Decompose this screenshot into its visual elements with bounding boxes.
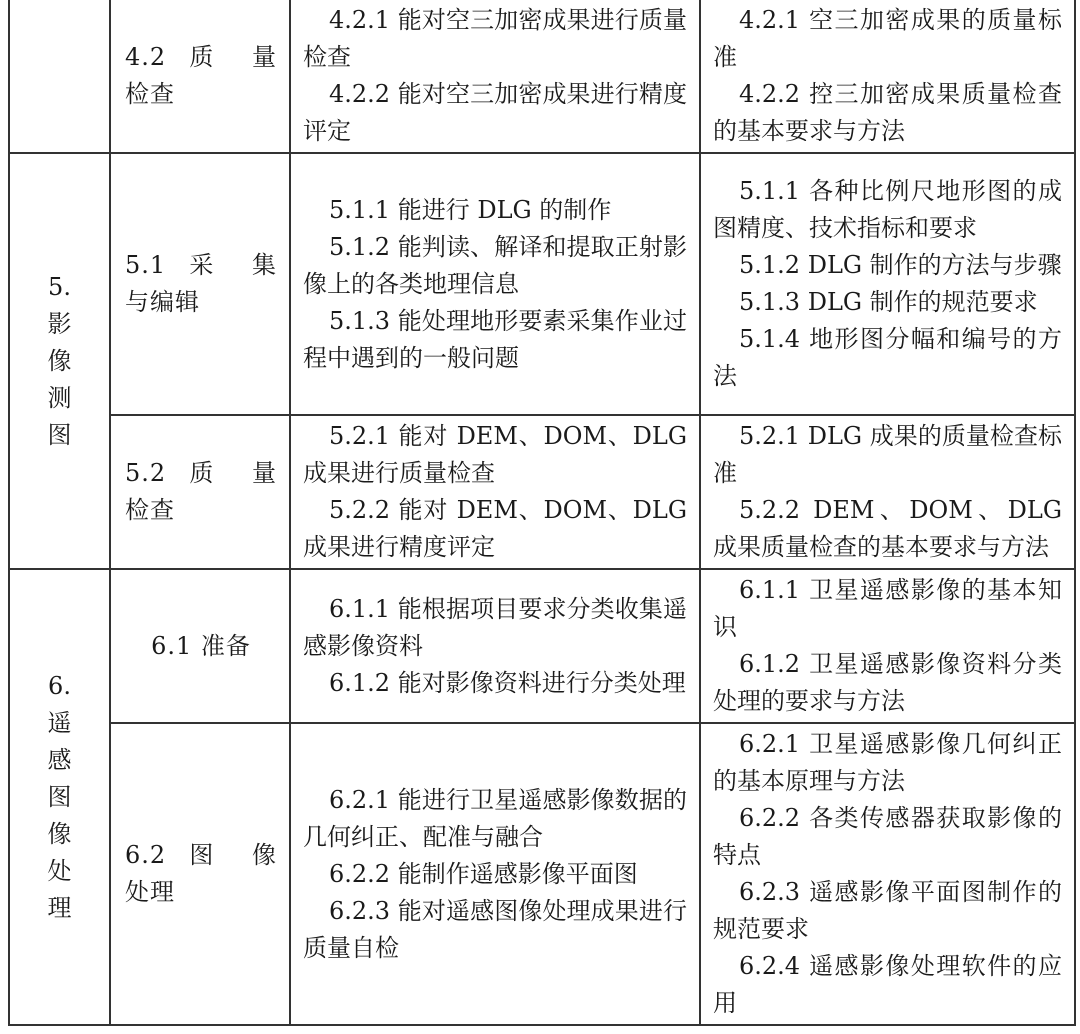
table-row (9, 415, 1075, 569)
subcategory-text: 与编辑 (125, 288, 200, 316)
table-row (9, 153, 1075, 415)
skill-item: 6.1.2 能对影像资料进行分类处理 (329, 668, 686, 697)
category-char: 像 (47, 346, 72, 375)
knowledge-item: 5.1.3 DLG 制作的规范要求 (739, 288, 1038, 316)
category-char: 遥 (47, 708, 72, 737)
skill-item: 6.1.1 能根据项目要求分类收集遥感影像资料 (303, 594, 687, 660)
subcategory-text: 4.2 质 量 (125, 43, 277, 71)
skill-item: 6.2.2 能制作遥感影像平面图 (329, 859, 638, 888)
table-row (9, 0, 1075, 153)
skill-cell (290, 415, 700, 569)
skill-item: 5.1.1 能进行 DLG 的制作 (329, 195, 612, 224)
subcategory-cell (110, 415, 290, 569)
subcategory-cell (110, 153, 290, 415)
skill-item: 5.1.3 能处理地形要素采集作业过程中遇到的一般问题 (303, 306, 687, 372)
category-cell (9, 153, 110, 569)
skill-cell (290, 569, 700, 723)
knowledge-item: 6.2.2 各类传感器获取影像的特点 (713, 804, 1062, 869)
category-char: 5. (48, 272, 71, 301)
subcategory-cell (110, 723, 290, 1025)
category-char: 影 (47, 309, 72, 338)
skill-item: 5.2.2 能对 DEM、DOM、DLG 成果进行精度评定 (303, 496, 687, 561)
subcategory-text: 处理 (125, 878, 175, 906)
knowledge-cell (700, 0, 1075, 153)
skill-cell (290, 0, 700, 153)
table-row (9, 569, 1075, 723)
subcategory-cell (110, 0, 290, 153)
table-row (9, 723, 1075, 1025)
category-cell (9, 0, 110, 153)
category-char: 处 (47, 856, 72, 885)
skill-item: 4.2.2 能对空三加密成果进行精度评定 (303, 80, 687, 145)
subcategory-cell (110, 569, 290, 723)
category-cell (9, 569, 110, 1025)
knowledge-item: 5.1.2 DLG 制作的方法与步骤 (739, 251, 1062, 279)
skill-item: 4.2.1 能对空三加密成果进行质量检查 (303, 6, 687, 71)
knowledge-item: 5.2.1 DLG 成果的质量检查标准 (713, 422, 1062, 487)
category-char: 图 (47, 782, 72, 811)
category-char: 测 (47, 383, 72, 412)
knowledge-item: 6.2.1 卫星遥感影像几何纠正的基本原理与方法 (713, 730, 1062, 795)
subcategory-text: 5.2 质 量 (125, 459, 277, 487)
knowledge-cell (700, 153, 1075, 415)
knowledge-cell (700, 415, 1075, 569)
category-char: 6. (48, 671, 71, 700)
category-char: 图 (47, 420, 72, 449)
knowledge-item: 5.1.1 各种比例尺地形图的成图精度、技术指标和要求 (713, 177, 1062, 242)
knowledge-item: 5.1.4 地形图分幅和编号的方法 (713, 325, 1062, 390)
knowledge-item: 6.2.4 遥感影像处理软件的应用 (713, 952, 1062, 1017)
knowledge-cell (700, 723, 1075, 1025)
subcategory-text: 6.1 准备 (151, 631, 251, 660)
knowledge-item: 4.2.1 空三加密成果的质量标准 (713, 6, 1062, 71)
skills-table (8, 0, 1076, 1026)
knowledge-item: 5.2.2 DEM、DOM、DLG 成果质量检查的基本要求与方法 (713, 496, 1062, 561)
subcategory-text: 检查 (125, 496, 175, 524)
category-char: 感 (47, 745, 72, 774)
category-char: 理 (47, 893, 72, 922)
knowledge-item: 6.2.3 遥感影像平面图制作的规范要求 (713, 878, 1062, 943)
subcategory-text: 6.2 图 像 (125, 841, 277, 869)
skill-cell (290, 153, 700, 415)
skill-cell (290, 723, 700, 1025)
knowledge-item: 6.1.2 卫星遥感影像资料分类处理的要求与方法 (713, 650, 1062, 715)
skill-item: 5.1.2 能判读、解译和提取正射影像上的各类地理信息 (303, 232, 687, 298)
subcategory-text: 检查 (125, 80, 175, 108)
subcategory-text: 5.1 采 集 (125, 251, 277, 279)
knowledge-item: 4.2.2 控三加密成果质量检查的基本要求与方法 (713, 80, 1062, 145)
category-char: 像 (47, 819, 72, 848)
knowledge-item: 6.1.1 卫星遥感影像的基本知识 (713, 576, 1062, 641)
knowledge-cell (700, 569, 1075, 723)
skill-item: 5.2.1 能对 DEM、DOM、DLG 成果进行质量检查 (303, 422, 687, 487)
skill-item: 6.2.1 能进行卫星遥感影像数据的几何纠正、配准与融合 (303, 785, 687, 851)
skill-item: 6.2.3 能对遥感图像处理成果进行质量自检 (303, 896, 687, 962)
